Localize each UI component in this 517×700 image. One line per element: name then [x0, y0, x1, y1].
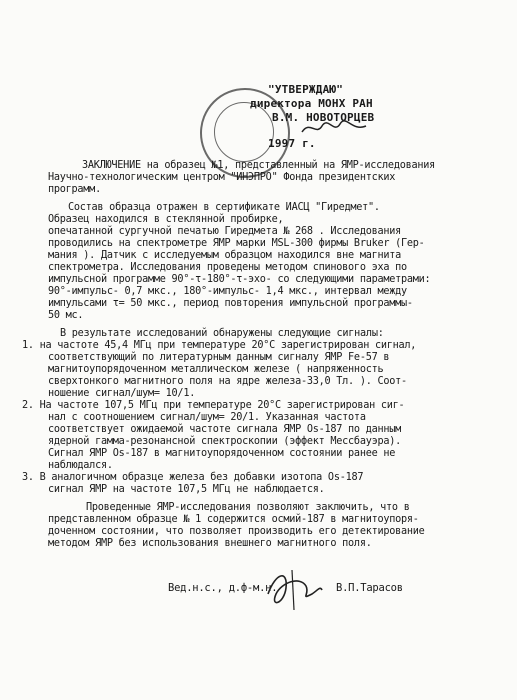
body-line: доченном состоянии, что позволяет производить его детектирование [48, 526, 425, 537]
body-line: 3. В аналогичном образце железа без добавки изотопа Os-187 [22, 472, 364, 483]
approval-heading: "УТВЕРЖДАЮ" [268, 83, 344, 96]
body-line: Проведенные ЯМР-исследования позволяют заключить, что в [86, 502, 410, 513]
body-line: Образец находился в стеклянной пробирке, [48, 214, 284, 225]
body-line: соответствует ожидаемой частоте сигнала ЯМР Os-187 по данным [48, 424, 402, 435]
body-line: наблюдался. [48, 460, 113, 471]
body-line: проводились на спектрометре ЯМР марки MSL-300 фирмы Bruker (Гер- [48, 238, 425, 249]
approval-name: В.М. НОВОТОРЦЕВ [272, 111, 375, 124]
body-line: нал с соотношением сигнал/шум= 20/1. Указанная частота [48, 412, 366, 423]
body-line: Состав образца отражен в сертификате ИАСЦ "Гиредмет". [68, 202, 380, 213]
body-line: импульсами τ= 50 мкс., период повторения импульсной программы- [48, 298, 413, 309]
director-signature [300, 118, 370, 138]
body-line: ядерной гамма-резонансной спектроскопии (эффект Мессбауэра). [48, 436, 402, 447]
body-line: спектрометра. Исследования проведены методом спинового эха по [48, 262, 407, 273]
body-line: 1. на частоте 45,4 МГц при температуре 20°С зарегистрирован сигнал, [22, 340, 417, 351]
approval-date: 1997 г. [268, 137, 316, 150]
body-line: 2. На частоте 107,5 МГц при температуре 20°С зарегистрирован сиг- [22, 400, 405, 411]
body-line: 90°-импульс- 0,7 мкс., 180°-импульс- 1,4 мкс., интервал между [48, 286, 407, 297]
body-line: импульсной программе 90°-τ-180°-τ-эхо- со следующими параметрами: [48, 274, 431, 285]
body-line: Научно-технологическим центром "ИНЭПРО" Фонда президентских [48, 172, 396, 183]
body-line: методом ЯМР без использования внешнего магнитного поля. [48, 538, 372, 549]
body-line: 50 мс. [48, 310, 84, 321]
body-line: соответствующий по литературным данным сигналу ЯМР Fe-57 в [48, 352, 390, 363]
body-line: ЗАКЛЮЧЕНИЕ на образец №1, представленный на ЯМР-исследования [82, 160, 436, 171]
body-line: сверхтонкого магнитного поля на ядре железа-33,0 Тл. ). Соот- [48, 376, 407, 387]
body-line: сигнал ЯМР на частоте 107,5 МГц не наблюдается. [48, 484, 325, 495]
signature-name: В.П.Тарасов [336, 582, 403, 594]
signature-title: Вед.н.с., д.ф-м.н. [168, 582, 278, 594]
body-line: ношение сигнал/шум= 10/1. [48, 388, 196, 399]
body-line: программ. [48, 184, 101, 195]
body-line: В результате исследований обнаружены следующие сигналы: [60, 328, 384, 339]
handwritten-signature [262, 564, 326, 614]
approval-position: директора МОНХ РАН [250, 97, 373, 110]
body-line: представленном образце № 1 содержится осмий-187 в магнитоупоря- [48, 514, 419, 525]
body-line: Сигнал ЯМР Os-187 в магнитоупорядоченном состоянии ранее не [48, 448, 396, 459]
body-line: мания ). Датчик с исследуемым образцом находился вне магнита [48, 250, 402, 261]
body-line: опечатанной сургучной печатью Гиредмета № 268 . Исследования [48, 226, 402, 237]
body-line: магнитоупорядоченном металлическом железе ( напряженность [48, 364, 384, 375]
